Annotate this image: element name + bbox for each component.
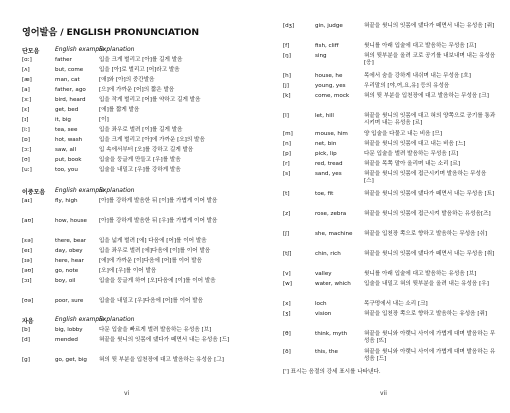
explanation: 양 입술을 다물고 내는 비음 [므] bbox=[364, 131, 443, 137]
symbol: [iː] bbox=[22, 127, 30, 133]
explanation: 입술을 둥글게 만들고 [우]를 발음 bbox=[99, 157, 181, 163]
symbol: [m] bbox=[283, 131, 293, 137]
example: loch bbox=[315, 301, 327, 307]
header-col1: 이중모음 bbox=[22, 189, 46, 196]
header-col2: English example bbox=[55, 46, 105, 53]
example: mended bbox=[55, 337, 78, 343]
example: how, house bbox=[55, 218, 87, 224]
symbol: [ʌ] bbox=[22, 67, 30, 73]
explanation: [으]에 가까운 [어]의 짧은 발음 bbox=[99, 87, 175, 93]
example: red, tread bbox=[315, 161, 343, 167]
symbol: [uː] bbox=[22, 167, 32, 173]
example: chin, rich bbox=[315, 251, 341, 257]
explanation: 혀끝을 윗니의 잇몸에 접근시켜 발음하는 유성음[즈] bbox=[364, 211, 491, 217]
example: go, note bbox=[55, 268, 79, 274]
symbol: [ɪə] bbox=[22, 258, 32, 264]
explanation: [애]와 [아]의 중간발음 bbox=[99, 77, 155, 83]
symbol: [eɪ] bbox=[22, 248, 32, 254]
explanation: 우리말의 [야,여,요,유] 등의 유성음 bbox=[364, 83, 450, 89]
example: too, you bbox=[55, 167, 78, 173]
example: but, come bbox=[55, 67, 84, 73]
example: poor, sure bbox=[55, 298, 84, 304]
example: this, the bbox=[315, 349, 338, 355]
page-number: vii bbox=[380, 390, 387, 397]
example: water, which bbox=[315, 281, 351, 287]
symbol: [b] bbox=[22, 327, 30, 333]
example: toe, fit bbox=[315, 191, 334, 197]
example: she, machine bbox=[315, 231, 353, 237]
symbol: [ɛə] bbox=[22, 238, 33, 244]
explanation: 혀의 뒷 부분을 입천장에 대고 발음하는 무성음 [크] bbox=[364, 93, 489, 99]
example: think, myth bbox=[315, 331, 348, 337]
example: sand, yes bbox=[315, 171, 342, 177]
symbol: [t] bbox=[283, 191, 290, 197]
explanation: 혀끝을 윗니의 잇몸에 대고 내는 비음 [느] bbox=[364, 141, 466, 147]
symbol: [r] bbox=[283, 161, 290, 167]
symbol: [ɒ] bbox=[22, 137, 30, 143]
explanation: 입술을 내밀고 [우]다음에 [어]를 이어 발음 bbox=[99, 298, 204, 304]
explanation: 입 속에서부터 [오]를 강하고 길게 발음 bbox=[99, 147, 194, 153]
example: young, yes bbox=[315, 83, 346, 89]
example: vision bbox=[315, 311, 332, 317]
explanation: 목구멍에서 내는 소리 [크] bbox=[364, 301, 428, 307]
explanation: 목에서 숨을 강하게 내쉬며 내는 무성음 [흐] bbox=[364, 73, 471, 79]
symbol: [d] bbox=[22, 337, 30, 343]
explanation: [아]를 강하게 발음한 뒤 [이]를 가볍게 이어 발음 bbox=[99, 198, 218, 204]
explanation: 혀끝을 윗니의 잇몸에 댔다가 떼면서 내는 유성음 [쥐] bbox=[364, 23, 495, 29]
header-col1: 단모음 bbox=[22, 48, 40, 55]
explanation: [에]를 짧게 발음 bbox=[99, 107, 140, 113]
explanation: 입을 좌우로 벌려 [이]를 길게 발음 bbox=[99, 127, 183, 133]
symbol: [s] bbox=[283, 171, 291, 177]
symbol: [z] bbox=[283, 211, 291, 217]
symbol: [ɔɪ] bbox=[22, 278, 32, 284]
symbol: [g] bbox=[22, 357, 30, 363]
symbol: [ð] bbox=[283, 349, 291, 355]
symbol: [aʊ] bbox=[22, 218, 34, 224]
example: come, mock bbox=[315, 93, 350, 99]
header-col1: 자음 bbox=[22, 318, 34, 325]
symbol: [j] bbox=[283, 83, 289, 89]
page-title: 영어발음 / ENGLISH PRONUNCIATION bbox=[22, 27, 199, 38]
explanation: [에]에 가까운 [이]다음에 [어]를 이어 발음 bbox=[99, 258, 203, 264]
symbol: [x] bbox=[283, 301, 291, 307]
symbol: [ʊ] bbox=[22, 157, 30, 163]
symbol: [ʒ] bbox=[283, 311, 291, 317]
symbol: [ŋ] bbox=[283, 53, 291, 59]
symbol: [k] bbox=[283, 93, 291, 99]
explanation: 다문 입술을 벌려 발음하는 무성음 [프] bbox=[364, 151, 459, 157]
explanation: 입술을 내밀고 [우]를 강하게 발음 bbox=[99, 167, 181, 173]
explanation: 혀끝을 윗니와 아랫니 사이에 가볍게 대며 발음하는 유성음 [드] bbox=[364, 349, 496, 363]
explanation: 혀끝을 윗니의 잇몸에 댔다가 떼면서 내는 유성음 [드] bbox=[99, 337, 230, 343]
example: hot, wash bbox=[55, 137, 83, 143]
symbol: [dʒ] bbox=[283, 23, 295, 29]
example: father, ago bbox=[55, 87, 86, 93]
explanation: 입을 크게 벌리고 [아]에 가까운 [오]의 발음 bbox=[99, 137, 205, 143]
symbol: [ʊə] bbox=[22, 298, 34, 304]
symbol: [v] bbox=[283, 271, 291, 277]
header-col3: Explanation bbox=[99, 187, 135, 194]
example: saw, all bbox=[55, 147, 77, 153]
example: house, he bbox=[315, 73, 343, 79]
example: net, bin bbox=[315, 141, 337, 147]
example: go, get, big bbox=[55, 357, 87, 363]
explanation: 혀끝을 윗니의 잇몸에 댔다가 떼면서 내는 무성음 [취] bbox=[364, 251, 495, 257]
symbol: [n] bbox=[283, 141, 291, 147]
header-col3: Explanation bbox=[99, 46, 135, 53]
example: tea, see bbox=[55, 127, 78, 133]
symbol: [h] bbox=[283, 73, 291, 79]
header-col3: Explanation bbox=[99, 316, 135, 323]
symbol: [ɪ] bbox=[22, 117, 29, 123]
example: big, lobby bbox=[55, 327, 83, 333]
symbol: [ɛ] bbox=[22, 107, 30, 113]
example: valley bbox=[315, 271, 332, 277]
explanation: 혀끝을 윗니의 잇몸에 댔다가 떼면서 내는 무성음 [트] bbox=[364, 191, 495, 197]
symbol: [l] bbox=[283, 113, 289, 119]
symbol: [əʊ] bbox=[22, 268, 34, 274]
symbol: [aɪ] bbox=[22, 198, 32, 204]
symbol: [a] bbox=[22, 87, 30, 93]
symbol: [ʃ] bbox=[283, 231, 290, 237]
example: gin, judge bbox=[315, 23, 343, 29]
example: get, bed bbox=[55, 107, 79, 113]
explanation: 입술을 내밀고 혀의 뒷부분을 올려 내는 유성음 [우] bbox=[364, 281, 489, 287]
explanation: 혀끝을 윗니의 잇몸에 접근시키며 발음하는 무성음 [스] bbox=[364, 171, 487, 185]
header-col2: English example bbox=[55, 316, 105, 323]
symbol: [ɔː] bbox=[22, 147, 32, 153]
symbol: [f] bbox=[283, 43, 290, 49]
stress-footnote: ['] 표시는 음절의 강세 표시를 나타낸다. bbox=[283, 369, 381, 375]
example: day, obey bbox=[55, 248, 83, 254]
header-col2: English example bbox=[55, 187, 105, 194]
explanation: 혀의 뒷 부분을 입천장에 대고 발음하는 유성음 [그] bbox=[99, 357, 224, 363]
explanation: 윗니를 아래 입술에 대고 발음하는 무성음 [프] bbox=[364, 43, 477, 49]
explanation: 다문 입술을 빠르게 벌려 발음하는 유성음 [브] bbox=[99, 327, 212, 333]
explanation: [이] bbox=[99, 117, 109, 123]
explanation: 윗니를 아래 입술에 대고 발음하는 유성음 [브] bbox=[364, 271, 477, 277]
example: man, cat bbox=[55, 77, 80, 83]
explanation: 입을 작게 벌리고 [어]를 약하고 길게 발음 bbox=[99, 97, 201, 103]
symbol: [θ] bbox=[283, 331, 291, 337]
explanation: 혀끝을 윗니와 아랫니 사이에 가볍게 대며 발음하는 무성음 [뜨] bbox=[364, 331, 496, 345]
symbol: [æ] bbox=[22, 77, 32, 83]
explanation: [아]를 강하게 발음한 뒤 [우]를 가볍게 이어 발음 bbox=[99, 218, 218, 224]
example: rose, zebra bbox=[315, 211, 347, 217]
explanation: 혀의 뒷부분을 올려 코로 공기를 내보내며 내는 유성음 [응] bbox=[364, 53, 496, 67]
explanation: 입을 [아]로 벌리고 [어]라고 발음 bbox=[99, 67, 180, 73]
example: put, book bbox=[55, 157, 82, 163]
example: fly, high bbox=[55, 198, 78, 204]
example: let, hill bbox=[315, 113, 334, 119]
example: here, hear bbox=[55, 258, 84, 264]
symbol: [ɑː] bbox=[22, 57, 32, 63]
explanation: [오]에 [우]를 이어 발음 bbox=[99, 268, 157, 274]
explanation: 혀끝을 입천장 쪽으로 향하고 발음하는 무성음 [쉬] bbox=[364, 231, 488, 237]
symbol: [p] bbox=[283, 151, 291, 157]
page-number: vi bbox=[124, 390, 130, 397]
explanation: 혀끝을 목쪽 말아 올리며 내는 소리 [르] bbox=[364, 161, 461, 167]
example: fish, cliff bbox=[315, 43, 339, 49]
example: pick, lip bbox=[315, 151, 337, 157]
explanation: 혀끝을 윗니의 잇몸에 대고 혀의 양쪽으로 공기를 통과시키며 내는 유성음 [르] bbox=[364, 113, 496, 127]
symbol: [tʃ] bbox=[283, 251, 292, 257]
example: boy, oil bbox=[55, 278, 76, 284]
explanation: 입을 넓게 벌려 [에] 다음에 [어]를 이어 발음 bbox=[99, 238, 207, 244]
example: it, big bbox=[55, 117, 71, 123]
explanation: 입술을 둥글게 하여 [오]다음에 [이]를 이어 발음 bbox=[99, 278, 216, 284]
right-page bbox=[255, 0, 510, 413]
explanation: 입을 좌우로 벌려 [에]다음에 [이]를 이어 발음 bbox=[99, 248, 211, 254]
example: father bbox=[55, 57, 72, 63]
example: mouse, him bbox=[315, 131, 348, 137]
explanation: 입을 크게 벌리고 [아]를 길게 발음 bbox=[99, 57, 183, 63]
example: sing bbox=[315, 53, 327, 59]
explanation: 혀끝을 입천장 쪽으로 향하고 발음하는 유성음 [쥐] bbox=[364, 311, 488, 317]
symbol: [w] bbox=[283, 281, 292, 287]
example: bird, heard bbox=[55, 97, 86, 103]
symbol: [ɜː] bbox=[22, 97, 32, 103]
example: there, bear bbox=[55, 238, 87, 244]
